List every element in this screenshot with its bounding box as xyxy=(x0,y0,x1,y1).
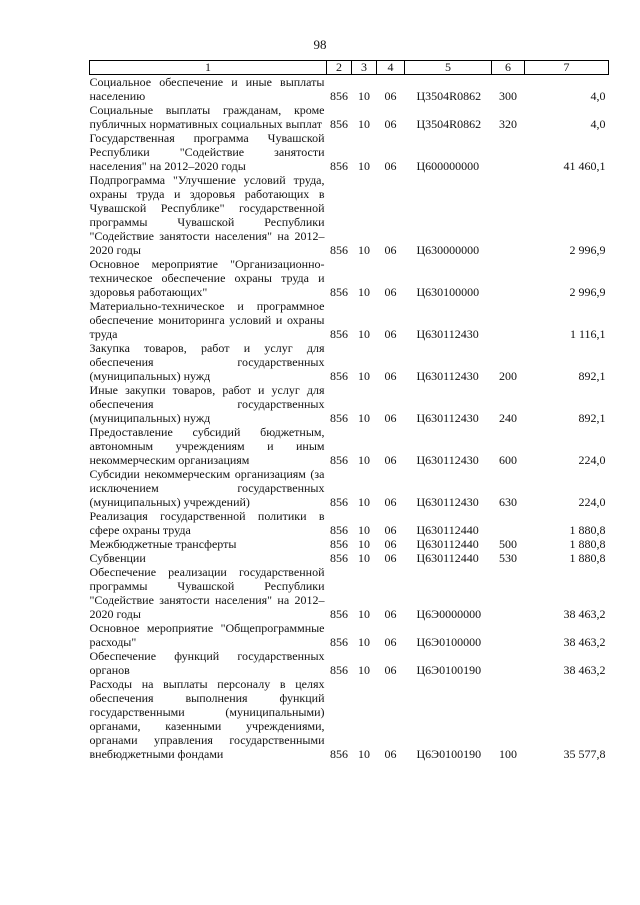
subsection-code: 06 xyxy=(384,635,397,649)
table-row xyxy=(90,551,609,565)
table-row xyxy=(90,649,609,677)
ministry-code: 856 xyxy=(330,159,348,173)
section-code: 10 xyxy=(358,551,370,565)
expense-type-code: 630 xyxy=(499,495,517,509)
section-code: 10 xyxy=(358,411,370,425)
target-article-code: Ц630000000 xyxy=(416,243,480,257)
expense-type-code: 500 xyxy=(499,537,517,551)
item-name: Иные закупки товаров, работ и услуг для обеспечения государственных (муниципальных) нужд xyxy=(89,383,325,425)
ministry-code: 856 xyxy=(330,537,348,551)
amount: 892,1 xyxy=(578,411,606,425)
amount: 4,0 xyxy=(590,117,606,131)
section-code: 10 xyxy=(358,607,370,621)
expense-type-code: 320 xyxy=(499,117,517,131)
target-article-code: Ц3504R0862 xyxy=(416,89,482,103)
target-article-code: Ц630112430 xyxy=(416,453,479,467)
expense-type-code: 100 xyxy=(499,747,517,761)
ministry-code: 856 xyxy=(330,243,348,257)
ministry-code: 856 xyxy=(330,495,348,509)
subsection-code: 06 xyxy=(384,327,397,341)
header-cell-3: 3 xyxy=(352,61,377,75)
section-code: 10 xyxy=(358,537,370,551)
item-name: Социальное обеспечение и иные выплаты населению xyxy=(89,75,325,103)
subsection-code: 06 xyxy=(384,369,397,383)
section-code: 10 xyxy=(358,89,370,103)
amount: 35 577,8 xyxy=(563,747,606,761)
section-code: 10 xyxy=(358,635,370,649)
expense-type-code: 300 xyxy=(499,89,517,103)
amount: 224,0 xyxy=(578,453,606,467)
expense-type-code xyxy=(492,173,525,257)
target-article-code: Ц600000000 xyxy=(416,159,480,173)
table-row xyxy=(90,103,609,131)
table-row xyxy=(90,299,609,341)
subsection-code: 06 xyxy=(384,523,397,537)
header-row xyxy=(90,61,609,75)
item-name: Обеспечение функций государственных органов xyxy=(89,649,325,677)
expense-type-code: 240 xyxy=(499,411,517,425)
table-row xyxy=(90,383,609,425)
section-code: 10 xyxy=(358,243,370,257)
section-code: 10 xyxy=(358,159,370,173)
expense-type-code: 530 xyxy=(499,551,517,565)
table-body xyxy=(90,75,609,762)
target-article-code: Ц6Э0100190 xyxy=(416,663,482,677)
subsection-code: 06 xyxy=(384,411,397,425)
subsection-code: 06 xyxy=(384,747,397,761)
item-name: Социальные выплаты гражданам, кроме публичных нормативных социальных выплат xyxy=(89,103,325,131)
expense-type-code xyxy=(492,257,525,299)
ministry-code: 856 xyxy=(330,453,348,467)
item-name: Подпрограмма "Улучшение условий труда, охраны труда и здоровья работающих в Чувашской Республике" государственной программы Чувашской Республики "Содействие занятости населения" на 2012–2020 годы xyxy=(89,173,325,257)
expense-type-code xyxy=(492,649,525,677)
item-name: Государственная программа Чувашской Республики "Содействие занятости населения" на 2012–2020 годы xyxy=(89,131,325,173)
subsection-code: 06 xyxy=(384,243,397,257)
ministry-code: 856 xyxy=(330,285,348,299)
section-code: 10 xyxy=(358,453,370,467)
target-article-code: Ц630112440 xyxy=(416,523,479,537)
ministry-code: 856 xyxy=(330,327,348,341)
header-cell-1: 1 xyxy=(90,61,327,75)
target-article-code: Ц6Э0100000 xyxy=(416,635,482,649)
subsection-code: 06 xyxy=(384,537,397,551)
amount: 1 880,8 xyxy=(569,537,606,551)
subsection-code: 06 xyxy=(384,453,397,467)
item-name: Материально-техническое и программное обеспечение мониторинга условий и охраны труда xyxy=(89,299,325,341)
section-code: 10 xyxy=(358,369,370,383)
item-name: Субсидии некоммерческим организациям (за исключением государственных (муниципальных) учреждений) xyxy=(89,467,325,509)
amount: 38 463,2 xyxy=(563,663,606,677)
amount: 892,1 xyxy=(578,369,606,383)
subsection-code: 06 xyxy=(384,159,397,173)
item-name: Основное мероприятие "Организационно-техническое обеспечение охраны труда и здоровья работающих" xyxy=(89,257,325,299)
section-code: 10 xyxy=(358,327,370,341)
section-code: 10 xyxy=(358,747,370,761)
ministry-code: 856 xyxy=(330,411,348,425)
expense-type-code xyxy=(492,565,525,621)
amount: 1 880,8 xyxy=(569,523,606,537)
target-article-code: Ц630100000 xyxy=(416,285,480,299)
table-row xyxy=(90,677,609,761)
amount: 1 116,1 xyxy=(569,327,606,341)
amount: 2 996,9 xyxy=(569,243,606,257)
item-name: Межбюджетные трансферты xyxy=(89,537,237,551)
section-code: 10 xyxy=(358,495,370,509)
amount: 41 460,1 xyxy=(563,159,606,173)
ministry-code: 856 xyxy=(330,607,348,621)
ministry-code: 856 xyxy=(330,523,348,537)
section-code: 10 xyxy=(358,285,370,299)
item-name: Закупка товаров, работ и услуг для обеспечения государственных (муниципальных) нужд xyxy=(89,341,325,383)
table-row xyxy=(90,257,609,299)
expense-type-code: 200 xyxy=(499,369,517,383)
target-article-code: Ц630112440 xyxy=(416,537,479,551)
budget-table xyxy=(89,60,609,761)
subsection-code: 06 xyxy=(384,495,397,509)
section-code: 10 xyxy=(358,117,370,131)
section-code: 10 xyxy=(358,663,370,677)
table-row xyxy=(90,341,609,383)
ministry-code: 856 xyxy=(330,369,348,383)
target-article-code: Ц6Э0100190 xyxy=(416,747,482,761)
item-name: Основное мероприятие "Общепрограммные расходы" xyxy=(89,621,325,649)
header-cell-2: 2 xyxy=(327,61,352,75)
target-article-code: Ц6Э0000000 xyxy=(416,607,482,621)
page-number: 98 xyxy=(313,37,327,52)
header-cell-6: 6 xyxy=(492,61,525,75)
subsection-code: 06 xyxy=(384,607,397,621)
table-row xyxy=(90,173,609,257)
item-name: Обеспечение реализации государственной программы Чувашской Республики "Содействие занятости населения" на 2012–2020 годы xyxy=(89,565,325,621)
ministry-code: 856 xyxy=(330,663,348,677)
subsection-code: 06 xyxy=(384,285,397,299)
target-article-code: Ц630112440 xyxy=(416,551,479,565)
ministry-code: 856 xyxy=(330,89,348,103)
target-article-code: Ц630112430 xyxy=(416,327,479,341)
table-row xyxy=(90,75,609,104)
subsection-code: 06 xyxy=(384,551,397,565)
table-row xyxy=(90,425,609,467)
item-name: Предоставление субсидий бюджетным, автономным учреждениям и иным некоммерческим организациям xyxy=(89,425,325,467)
table-row xyxy=(90,621,609,649)
amount: 1 880,8 xyxy=(569,551,606,565)
target-article-code: Ц630112430 xyxy=(416,411,479,425)
table-row xyxy=(90,131,609,173)
ministry-code: 856 xyxy=(330,635,348,649)
amount: 38 463,2 xyxy=(563,607,606,621)
subsection-code: 06 xyxy=(384,89,397,103)
amount: 38 463,2 xyxy=(563,635,606,649)
ministry-code: 856 xyxy=(330,551,348,565)
target-article-code: Ц630112430 xyxy=(416,369,479,383)
amount: 2 996,9 xyxy=(569,285,606,299)
section-code: 10 xyxy=(358,523,370,537)
expense-type-code xyxy=(492,509,525,537)
table-row xyxy=(90,467,609,509)
table-row xyxy=(90,509,609,537)
item-name: Реализация государственной политики в сфере охраны труда xyxy=(89,509,325,537)
subsection-code: 06 xyxy=(384,663,397,677)
subsection-code: 06 xyxy=(384,117,397,131)
header-cell-7: 7 xyxy=(525,61,609,75)
table-header xyxy=(90,61,609,75)
amount: 4,0 xyxy=(590,89,606,103)
amount: 224,0 xyxy=(578,495,606,509)
expense-type-code xyxy=(492,621,525,649)
expense-type-code: 600 xyxy=(499,453,517,467)
ministry-code: 856 xyxy=(330,117,348,131)
header-cell-5: 5 xyxy=(405,61,492,75)
target-article-code: Ц3504R0862 xyxy=(416,117,482,131)
table-row xyxy=(90,565,609,621)
item-name: Субвенции xyxy=(89,551,146,565)
ministry-code: 856 xyxy=(330,747,348,761)
table-row xyxy=(90,537,609,551)
expense-type-code xyxy=(492,299,525,341)
target-article-code: Ц630112430 xyxy=(416,495,479,509)
header-cell-4: 4 xyxy=(377,61,405,75)
expense-type-code xyxy=(492,131,525,173)
item-name: Расходы на выплаты персоналу в целях обеспечения выполнения функций государственными (муниципальными) органами, казенными учреждениями, органами управления государственными внебюджетными фондами xyxy=(89,677,325,761)
